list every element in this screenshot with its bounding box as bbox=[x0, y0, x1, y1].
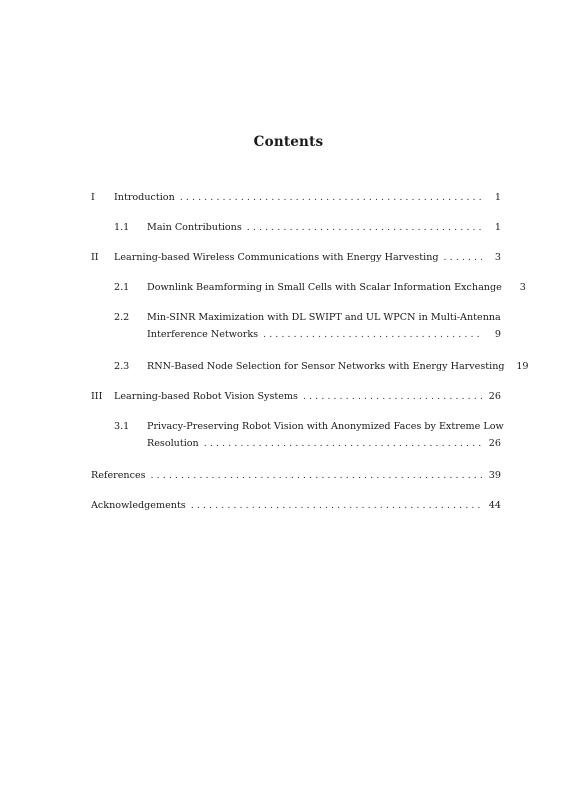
toc-entry-wireless-communications[interactable] bbox=[91, 252, 501, 266]
dot-leader bbox=[151, 470, 482, 481]
toc-entry-main-contributions[interactable] bbox=[91, 222, 501, 236]
toc-entry-number: 2.3 bbox=[114, 361, 130, 372]
toc-entry-robot-vision-systems[interactable] bbox=[91, 391, 501, 405]
toc-entry-privacy-preserving[interactable] bbox=[91, 421, 504, 453]
toc-entry-title-line1: Min-SINR Maximization with DL SWIPT and UL WPCN in Multi-Antenna bbox=[147, 312, 501, 323]
dot-leader bbox=[180, 192, 482, 203]
toc-entry-page: 9 bbox=[494, 329, 501, 340]
dot-leader bbox=[303, 391, 482, 402]
toc-entry-downlink-beamforming[interactable] bbox=[91, 282, 526, 296]
page-title: Contents bbox=[253, 134, 324, 150]
toc-entry-number: 2.2 bbox=[114, 312, 130, 323]
toc-entry-title-line2: Interference Networks bbox=[147, 329, 259, 340]
toc-entry-references[interactable] bbox=[91, 470, 501, 484]
toc-entry-introduction[interactable] bbox=[91, 192, 501, 206]
toc-entry-number: III bbox=[91, 391, 103, 402]
toc-entry-title: Main Contributions bbox=[147, 222, 242, 233]
toc-entry-acknowledgements[interactable] bbox=[91, 500, 501, 514]
toc-entry-page: 26 bbox=[488, 438, 501, 449]
toc-entry-page: 39 bbox=[488, 470, 501, 481]
dot-leader bbox=[263, 329, 482, 340]
toc-entry-title-line1: Privacy-Preserving Robot Vision with Anonymized Faces by Extreme Low bbox=[147, 421, 504, 432]
toc-entry-min-sinr[interactable] bbox=[91, 312, 501, 344]
toc-entry-page: 1 bbox=[494, 222, 501, 233]
toc-entry-title: Acknowledgements bbox=[91, 500, 186, 511]
toc-entry-title: RNN-Based Node Selection for Sensor Networks with Energy Harvesting bbox=[147, 361, 505, 372]
dot-leader bbox=[444, 252, 482, 263]
toc-entry-title: Downlink Beamforming in Small Cells with Scalar Information Exchange bbox=[147, 282, 502, 293]
toc-entry-page: 1 bbox=[494, 192, 501, 203]
toc-entry-page: 19 bbox=[516, 361, 529, 372]
toc-entry-number: I bbox=[91, 192, 95, 203]
toc-entry-title: Introduction bbox=[114, 192, 175, 203]
toc-entry-number: 2.1 bbox=[114, 282, 130, 293]
toc-entry-page: 3 bbox=[519, 282, 526, 293]
toc-entry-title: Learning-based Robot Vision Systems bbox=[114, 391, 298, 402]
toc-entry-page: 26 bbox=[488, 391, 501, 402]
toc-entry-page: 3 bbox=[494, 252, 501, 263]
toc-entry-title: Learning-based Wireless Communications with Energy Harvesting bbox=[114, 252, 439, 263]
toc-entry-number: II bbox=[91, 252, 99, 263]
toc-entry-title: References bbox=[91, 470, 146, 481]
dot-leader bbox=[247, 222, 482, 233]
toc-entry-rnn-node-selection[interactable] bbox=[91, 361, 529, 375]
toc-entry-number: 3.1 bbox=[114, 421, 130, 432]
toc-entry-page: 44 bbox=[488, 500, 501, 511]
toc-entry-title-line2: Resolution bbox=[147, 438, 199, 449]
toc-entry-number: 1.1 bbox=[114, 222, 130, 233]
dot-leader bbox=[204, 438, 482, 449]
dot-leader bbox=[191, 500, 482, 511]
